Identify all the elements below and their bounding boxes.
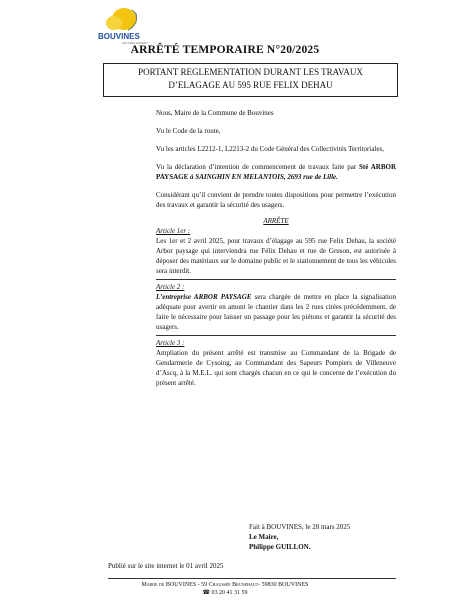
document-title: ARRÊTÉ TEMPORAIRE N°20/2025 [130,44,320,56]
footer-phone: ☎ 03 20 41 31 59 [202,590,248,596]
signature-place-date: Fait à BOUVINES, le 28 mars 2025 [249,523,351,531]
divider [156,335,396,336]
subject-box [103,63,398,97]
company-name: Sté ARBOR PAYSAGE [156,163,396,181]
bouvines-logo [84,6,164,46]
footer-divider [108,578,396,579]
arrete-heading: ARRÊTE [263,217,289,225]
article-1-text: Les 1er et 2 avril 2025, pour travaux d’élagage au 595 rue Felix Dehau, la société Arbor paysage qui interviendra rue Félix Dehau et rue de Gruson, est autorisée à déposer des matériaux sur le domaine public et le stationnement de tous les véhicules sera interdit. [156,237,396,275]
footer [0,581,450,597]
articles-paragraph: Vu les articles L2212-1, L2213-2 du Code Général des Collectivités Territoriales, [156,145,384,153]
subject-line-2: D’ELAGAGE AU 595 RUE FELIX DEHAU [168,80,333,90]
article-2-company: L’entreprise ARBOR PAYSAGE [156,293,252,301]
declaration-text: Vu la déclaration d’intention de commencement de travaux faite par [156,163,357,171]
divider [156,279,396,280]
footer-address: Mairie de BOUVINES - 59 Chaussée Brunehaut- 59830 BOUVINES [141,582,309,588]
article-3-title: Article 3 : [156,339,185,347]
article-2-paragraph [156,292,396,332]
subject-line-1: PORTANT REGLEMENTATION DURANT LES TRAVAUX [138,67,363,77]
signature-name: Philippe GUILLON. [249,543,311,551]
declaration-paragraph [156,162,396,182]
company-address: à SAINGHIN EN MELANTOIS, 2693 rue de Lille. [190,173,338,181]
logo-sub-text: NATURELLEMENT [122,41,148,45]
document-body [156,108,396,388]
article-2-text: sera chargée de mettre en place la signalisation adéquate pour avertir en amont le chantier dans les 2 rues citées précédemment, de faire le nécessaire pour laisser un passage pour les piétons et garantir la sécurité des usagers. [156,293,396,331]
intro-paragraph: Nous, Maire de la Commune de Bouvines [156,109,274,117]
logo-main-text: BOUVINES [98,32,140,41]
signature-role: Le Maire, [249,533,279,541]
signature-block [249,522,350,552]
code-route-paragraph: Vu le Code de la route, [156,127,221,135]
considering-paragraph: Considérant qu’il convient de prendre toutes dispositions pour permettre l’exécution des travaux et garantir la sécurité des usagers. [156,191,396,209]
article-2-title: Article 2 : [156,283,185,291]
article-1-title: Article 1er : [156,227,191,235]
article-3-text: Ampliation du présent arrêté est transmise au Commandant de la Brigade de Gendarmerie de Cysoing, au Commandant des Sapeurs Pompiers de Villeneuve d’Ascq, à la M.E.L. qui sont chargés chacun en ce qui le concerne de l’exécution du présent arrêté. [156,349,396,387]
publication-note: Publié sur le site internet le 01 avril 2025 [108,562,224,570]
